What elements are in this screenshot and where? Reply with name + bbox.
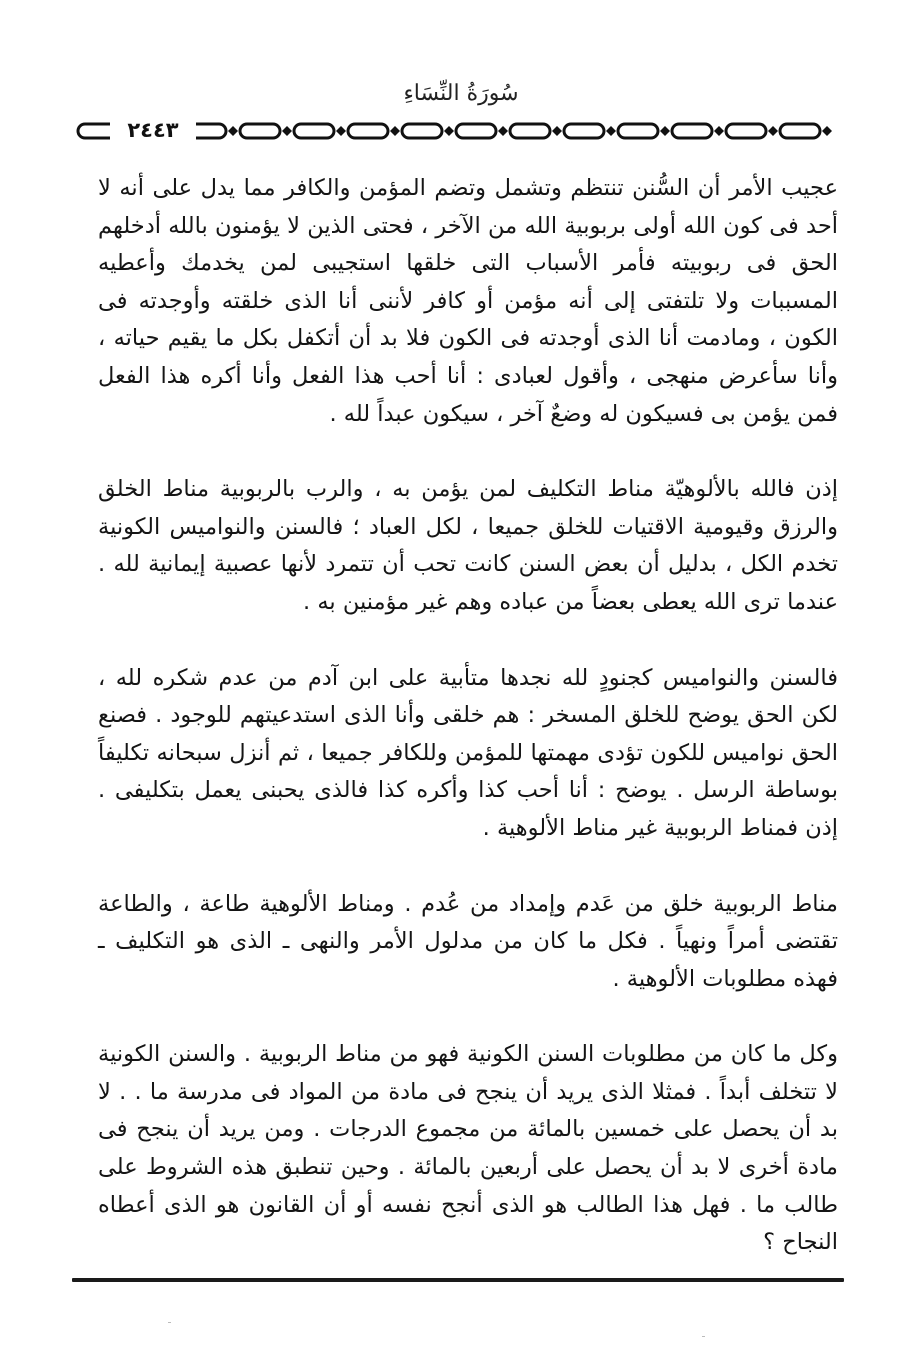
paragraph-4: مناط الربوبية خلق من عَدم وإمداد من عُدم . ومناط الألوهية طاعة ، والطاعة تقتضى أمراً ونهياً . فكل ما كان من مدلول الأمر والنهى ـ الذى هو التكليف ـ فهذه مطلوبات الألوهية . [98, 890, 838, 992]
paragraph-3: فالسنن والنواميس كجنودٍ لله نجدها متأبية على ابن آدم من عدم شكره لله ، لكن الحق يوضح للخلق المسخر : هم خلقى وأنا الذى استدعيتهم للوجود . فصنع الحق نواميس للكون تؤدى مهمتها للمؤمن وللكافر جميعا ، ثم أنزل سبحانه تكليفاً بوساطة الرسل . يوضح : أنا أحب كذا وأكره كذا فالذى يحبنى يعمل بتكليفى . إذن فمناط الربوبية غير مناط الألوهية . [98, 664, 838, 841]
chain-link [510, 124, 550, 138]
chain-link [618, 124, 658, 138]
paragraph-2: إذن فالله بالألوهيّة مناط التكليف لمن يؤمن به ، والرب بالربوبية مناط الخلق والرزق وقيومية الاقتيات للخلق جميعا ، لكل العباد ؛ فالسنن والنواميس الكونية تخدم الكل ، بدليل أن بعض السنن كانت تحب أن تتمرد لأنها عصبية إيمانية لله . عندما ترى الله يعطى بعضاً من عباده وهم غير مؤمنين به . [98, 476, 838, 615]
chain-diamond [768, 126, 778, 136]
chain-link [240, 124, 280, 138]
chain-diamond [714, 126, 724, 136]
chain-link [564, 124, 604, 138]
scan-speck [702, 1336, 705, 1337]
paragraph-5: وكل ما كان من مطلوبات السنن الكونية فهو من مناط الربوبية . والسنن الكونية لا تتخلف أبداً . فمثلا الذى يريد أن ينجح فى مادة من المواد فى مدرسة ما . . لا بد أن يحصل على خمسين بالمائة من مجموع الدرجات . ومن يريد أن ينجح فى مادة أخرى لا بد أن يحصل على أربعين بالمائة . وحين تنطبق هذه الشروط على طالب ما . فهل هذا الطالب هو الذى أنجح نفسه أو أن القانون هو الذى أعطاه النجاح ؟ [98, 1041, 838, 1256]
chain-diamond [822, 126, 832, 136]
chain-diamond [660, 126, 670, 136]
scan-speck [168, 1322, 171, 1323]
chain-diamond [282, 126, 292, 136]
body-text [98, 170, 838, 1262]
chain-link [456, 124, 496, 138]
surah-title: سُورَةُ النِّسَاءِ [403, 81, 519, 106]
footer-rule [72, 1278, 844, 1282]
paragraph-1: عجيب الأمر أن السُّنن تنتظم وتشمل وتضم المؤمن والكافر مما يدل على أنه لا أحد فى كون الله أولى بربوبية الله من الآخر ، فحتى الذين لا يؤمنون بالله أدخلهم الحق فى ربوبيته فأمر الأسباب التى خلقها استجيبى لمن يخدمك وأعطيه المسببات ولا تلتفتى إلى أنه مؤمن أو كافر لأننى أنا الذى خلقته وأوجدته فى الكون ، ومادمت أنا الذى أوجدته فى الكون فلا بد أن أتكفل بكل ما يقيم حياته ، وأنا سأعرض منهجى ، وأقول لعبادى : أنا أحب هذا الفعل وأنا أكره هذا الفعل فمن يؤمن بى فسيكون له وضعٌ آخر ، سيكون عبداً لله . [98, 175, 838, 427]
chain-diamond [498, 126, 508, 136]
chain-diamond [390, 126, 400, 136]
chain-diamond [444, 126, 454, 136]
chain-diamond [552, 126, 562, 136]
chain-diamond [606, 126, 616, 136]
chain-link [780, 124, 820, 138]
chain-diamond [228, 126, 238, 136]
chain-link [348, 124, 388, 138]
chain-link [726, 124, 766, 138]
chain-link [402, 124, 442, 138]
page-number: ٢٤٤٣ [110, 114, 196, 146]
chain-link [294, 124, 334, 138]
chain-link [672, 124, 712, 138]
chain-diamond [336, 126, 346, 136]
